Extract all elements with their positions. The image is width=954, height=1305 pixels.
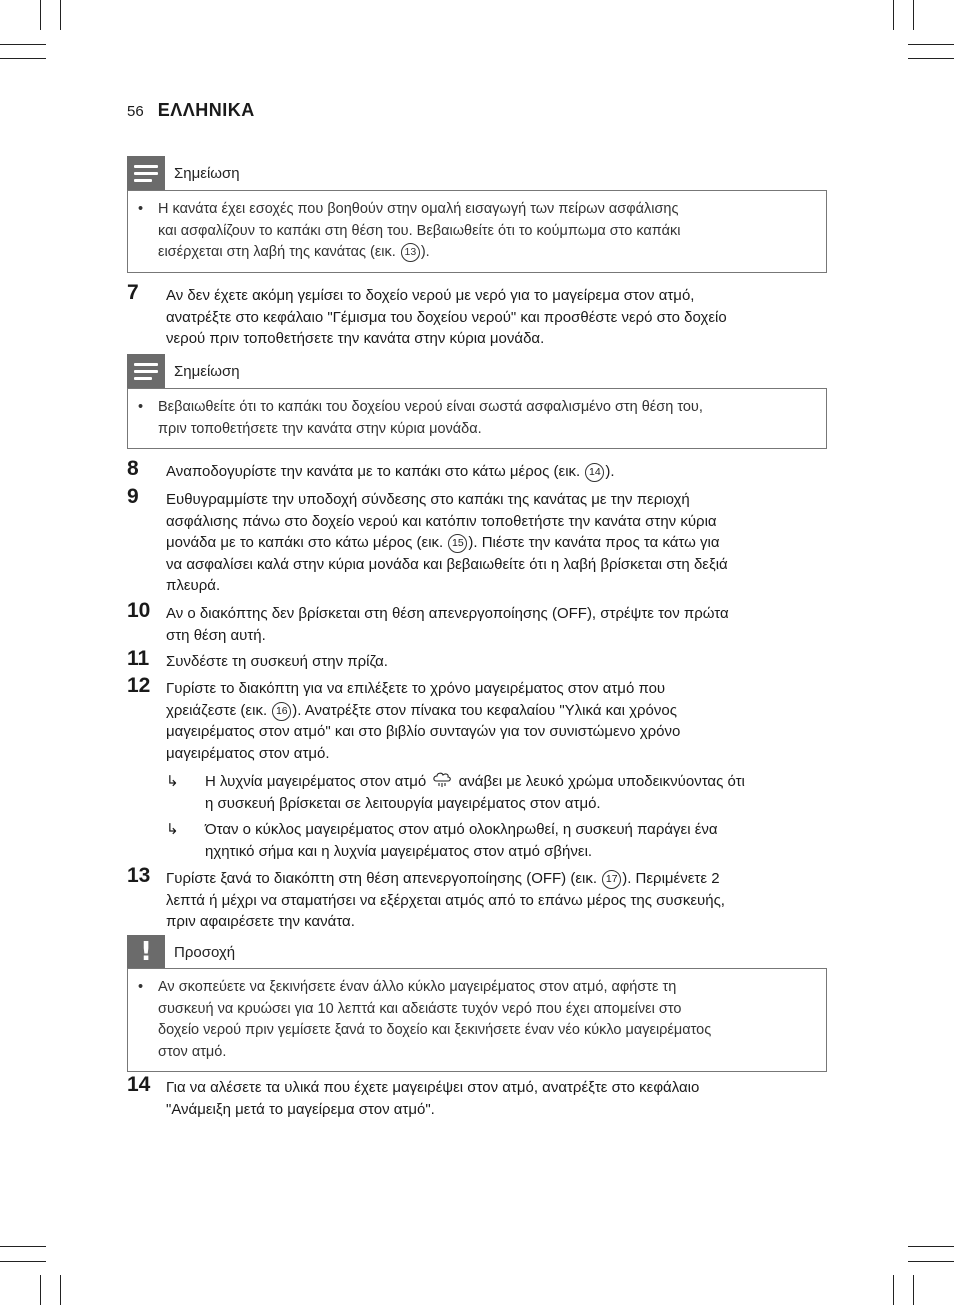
page-number: 56 <box>127 103 144 120</box>
step-text-line: μαγειρέματος στον ατμό. <box>166 744 330 762</box>
figure-ref: 17 <box>602 870 621 889</box>
step-12 <box>127 674 827 764</box>
step-number: 9 <box>127 485 139 508</box>
result-arrow-icon: ↳ <box>166 773 179 790</box>
step-text-line: ασφάλισης πάνω στο δοχείο νερού και κατόπιν τοποθετήστε την κανάτα στην κύρια <box>166 512 717 530</box>
step-text: ). Πιέστε την κανάτα προς τα κάτω για <box>468 534 720 551</box>
caution-text-line: Αν σκοπεύετε να ξεκινήσετε έναν άλλο κύκλο μαγειρέματος στον ατμό, αφήστε τη <box>158 979 677 995</box>
step-number: 8 <box>127 457 139 480</box>
result-item <box>166 771 828 814</box>
crop-mark <box>913 0 914 30</box>
step-text-line: Όταν ο κύκλος μαγειρέματος στον ατμό ολοκληρωθεί, η συσκευή παράγει ένα <box>205 821 718 838</box>
note-text: ). <box>420 244 430 260</box>
steam-cloud-icon <box>432 772 452 788</box>
crop-mark <box>0 1246 46 1247</box>
step-text-line: "Ανάμειξη μετά το μαγείρεμα στον ατμό". <box>166 1100 435 1118</box>
step-text-line: μαγειρέματος στον ατμό" και στο βιβλίο συνταγών για τον συνιστώμενο χρόνο <box>166 723 681 740</box>
caution-box <box>127 968 827 1072</box>
exclamation-icon: ! <box>127 935 165 969</box>
crop-mark <box>908 1261 954 1262</box>
bullet: • <box>138 399 144 415</box>
crop-mark <box>913 1275 914 1305</box>
crop-mark <box>60 0 61 30</box>
crop-mark <box>908 58 954 59</box>
crop-mark <box>40 1275 41 1305</box>
caution-label: Προσοχή <box>174 943 236 961</box>
step-number: 14 <box>127 1073 151 1096</box>
step-text: χρειάζεστε (εικ. <box>166 701 272 719</box>
page-header <box>127 100 255 124</box>
note-box <box>127 388 827 449</box>
crop-mark <box>893 1275 894 1305</box>
note-title-row <box>127 354 240 388</box>
step-text: ). Περιμένετε 2 <box>622 870 720 887</box>
step-text-line: λεπτά ή μέχρι να σταματήσει να εξέρχεται ατμός από το επάνω μέρος της συσκευής, <box>166 891 725 909</box>
step-text: μονάδα με το καπάκι στο κάτω μέρος (εικ. <box>166 534 448 551</box>
step-text-line: η συσκευή βρίσκεται σε λειτουργία μαγειρέματος στον ατμό. <box>205 794 601 812</box>
caution-text-line: συσκευή να κρυώσει για 10 λεπτά και αδειάστε τυχόν νερό που έχει απομείνει στο <box>158 1000 682 1017</box>
step-text-line: ηχητικό σήμα και η λυχνία μαγειρέματος στον ατμό σβήνει. <box>205 842 593 860</box>
language-title: ΕΛΛΗΝΙΚΑ <box>157 100 255 120</box>
step-number: 10 <box>127 599 151 622</box>
result-item <box>166 819 828 862</box>
bullet: • <box>138 979 144 995</box>
step-text-line: ανατρέξτε στο κεφάλαιο "Γέμισμα του δοχείου νερού" και προσθέστε νερό στο δοχείο <box>166 308 727 326</box>
step-14 <box>127 1073 827 1120</box>
step-text: ). Ανατρέξτε στον πίνακα του κεφαλαίου "Υλικά και χρόνος <box>292 701 677 719</box>
step-text-line: Ευθυγραμμίστε την υποδοχή σύνδεσης στο καπάκι της κανάτας με την περιοχή <box>166 491 690 508</box>
step-8 <box>127 457 827 483</box>
step-text-line: στη θέση αυτή. <box>166 626 266 644</box>
crop-mark <box>0 1261 46 1262</box>
crop-mark <box>908 44 954 45</box>
step-text-line: Γυρίστε το διακόπτη για να επιλέξετε το χρόνο μαγειρέματος στον ατμό που <box>166 680 666 697</box>
step-9 <box>127 485 827 597</box>
figure-ref: 14 <box>585 463 604 482</box>
figure-ref: 13 <box>401 243 420 262</box>
step-text-line: πριν αφαιρέσετε την κανάτα. <box>166 913 355 930</box>
step-number: 11 <box>127 647 150 670</box>
note-title-row <box>127 156 240 190</box>
note-text-line: εισέρχεται στη λαβή της κανάτας (εικ. <box>158 244 400 260</box>
step-text-line: πλευρά. <box>166 577 221 594</box>
note-text-line: Η κανάτα έχει εσοχές που βοηθούν στην ομαλή εισαγωγή των πείρων ασφάλισης <box>158 201 679 217</box>
step-text-line: Συνδέστε τη συσκευή στην πρίζα. <box>166 653 388 670</box>
crop-mark <box>893 0 894 30</box>
step-text: Η λυχνία μαγειρέματος στον ατμό <box>205 773 431 790</box>
crop-mark <box>40 0 41 30</box>
step-text-line: Αν δεν έχετε ακόμη γεμίσει το δοχείο νερού με νερό για το μαγείρεμα στον ατμό, <box>166 287 695 304</box>
note-label: Σημείωση <box>174 362 240 380</box>
step-text: ). <box>605 463 615 480</box>
note-box <box>127 190 827 273</box>
note-label: Σημείωση <box>174 164 240 182</box>
step-text-line: να ασφαλίσει καλά στην κύρια μονάδα και βεβαιωθείτε ότι η λαβή βρίσκεται στη δεξιά <box>166 555 728 573</box>
step-10 <box>127 599 827 646</box>
step-number: 7 <box>127 281 139 304</box>
note-lines-icon <box>127 354 165 388</box>
step-11 <box>127 647 827 673</box>
step-13 <box>127 864 827 933</box>
note-lines-icon <box>127 156 165 190</box>
step-text: Αναποδογυρίστε την κανάτα με το καπάκι στο κάτω μέρος (εικ. <box>166 463 585 480</box>
crop-mark <box>60 1275 61 1305</box>
step-7 <box>127 281 827 350</box>
figure-ref: 16 <box>272 702 291 721</box>
step-text-line: Για να αλέσετε τα υλικά που έχετε μαγειρέψει στον ατμό, ανατρέξτε στο κεφάλαιο <box>166 1079 700 1096</box>
crop-mark <box>0 58 46 59</box>
figure-ref: 15 <box>448 534 467 553</box>
step-number: 12 <box>127 674 151 697</box>
step-number: 13 <box>127 864 151 887</box>
caution-text-line: στον ατμό. <box>158 1043 227 1060</box>
note-text-line: Βεβαιωθείτε ότι το καπάκι του δοχείου νερού είναι σωστά ασφαλισμένο στη θέση του, <box>158 399 703 415</box>
bullet: • <box>138 201 144 217</box>
step-text-line: νερού πριν τοποθετήσετε την κανάτα στην κύρια μονάδα. <box>166 330 545 347</box>
step-text: Γυρίστε ξανά το διακόπτη στη θέση απενεργοποίησης (OFF) (εικ. <box>166 870 602 887</box>
caution-text-line: δοχείο νερού πριν γεμίσετε ξανά το δοχείο και ξεκινήσετε έναν νέο κύκλο μαγειρέματος <box>158 1022 712 1038</box>
crop-mark <box>0 44 46 45</box>
note-text-line: και ασφαλίζουν το καπάκι στη θέση του. Βεβαιωθείτε ότι το κούμπωμα στο καπάκι <box>158 222 681 239</box>
result-arrow-icon: ↳ <box>166 821 179 838</box>
note-text-line: πριν τοποθετήσετε την κανάτα στην κύρια μονάδα. <box>158 420 482 437</box>
step-text-line: Αν ο διακόπτης δεν βρίσκεται στη θέση απενεργοποίησης (OFF), στρέψτε τον πρώτα <box>166 605 729 622</box>
crop-mark <box>908 1246 954 1247</box>
caution-title-row <box>127 935 235 969</box>
step-text: ανάβει με λευκό χρώμα υποδεικνύοντας ότι <box>454 773 745 790</box>
